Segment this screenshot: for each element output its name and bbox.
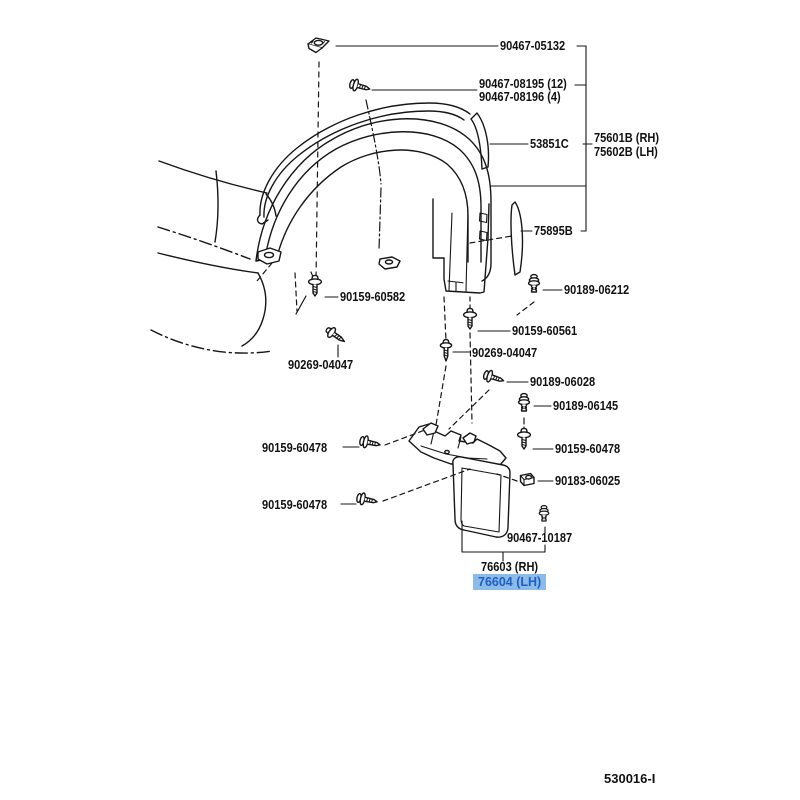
part-label-90159-60582[interactable]: 90159-60582 bbox=[340, 289, 406, 304]
part-label-90189-06145[interactable]: 90189-06145 bbox=[553, 398, 619, 413]
nut-clip-icon bbox=[521, 474, 535, 486]
part-label-53851C[interactable]: 53851C bbox=[530, 136, 569, 151]
part-label-90467-10187[interactable]: 90467-10187 bbox=[507, 530, 573, 545]
part-label-90183-06025[interactable]: 90183-06025 bbox=[555, 473, 621, 488]
part-label-75895B[interactable]: 75895B bbox=[534, 223, 573, 238]
part-label-90159-60561[interactable]: 90159-60561 bbox=[512, 323, 578, 338]
part-label-76603-RH[interactable]: 76603 (RH) bbox=[481, 559, 539, 574]
screw-icon bbox=[309, 275, 322, 296]
part-label-90159-60478-left-top[interactable]: 90159-60478 bbox=[262, 440, 328, 455]
fender-flare-drawing bbox=[256, 119, 491, 281]
screw-icon bbox=[359, 435, 382, 451]
mudguard-drawing bbox=[409, 423, 510, 537]
part-label-90269-04047-left[interactable]: 90269-04047 bbox=[288, 357, 354, 372]
truck-body-drawing bbox=[151, 161, 276, 353]
part-label-90159-60478-right[interactable]: 90159-60478 bbox=[555, 441, 621, 456]
part-label-75602B-LH[interactable]: 75602B (LH) bbox=[594, 144, 658, 159]
part-label-90189-06028[interactable]: 90189-06028 bbox=[530, 374, 596, 389]
part-label-90467-05132[interactable]: 90467-05132 bbox=[500, 38, 566, 53]
part-label-90189-06212[interactable]: 90189-06212 bbox=[564, 282, 630, 297]
clip-icon bbox=[308, 38, 329, 53]
screw-icon bbox=[356, 492, 379, 508]
part-label-75601B-RH[interactable]: 75601B (RH) bbox=[594, 130, 660, 145]
part-label-90159-60478-left-bottom[interactable]: 90159-60478 bbox=[262, 497, 328, 512]
rivet-icon bbox=[519, 394, 530, 411]
part-label-90467-08195[interactable]: 90467-08195 (12) bbox=[479, 76, 567, 91]
diagram-code: 530016-I bbox=[604, 771, 656, 786]
moulding-drawing bbox=[258, 103, 489, 224]
protector-strip-drawing bbox=[511, 202, 522, 275]
part-label-90269-04047-right[interactable]: 90269-04047 bbox=[472, 345, 538, 360]
part-label-76604-LH-highlighted[interactable]: 76604 (LH) bbox=[473, 574, 546, 590]
screw-icon bbox=[518, 428, 531, 449]
locator-lines bbox=[257, 62, 534, 501]
screw-icon bbox=[324, 325, 348, 347]
rivet-icon bbox=[539, 506, 549, 521]
part-label-90467-08196[interactable]: 90467-08196 (4) bbox=[479, 89, 561, 104]
screw-icon bbox=[440, 340, 451, 362]
rivet-icon bbox=[529, 275, 540, 292]
screw-icon bbox=[348, 78, 371, 95]
screw-icon bbox=[464, 308, 477, 329]
grommet-screw-icon bbox=[482, 369, 505, 387]
